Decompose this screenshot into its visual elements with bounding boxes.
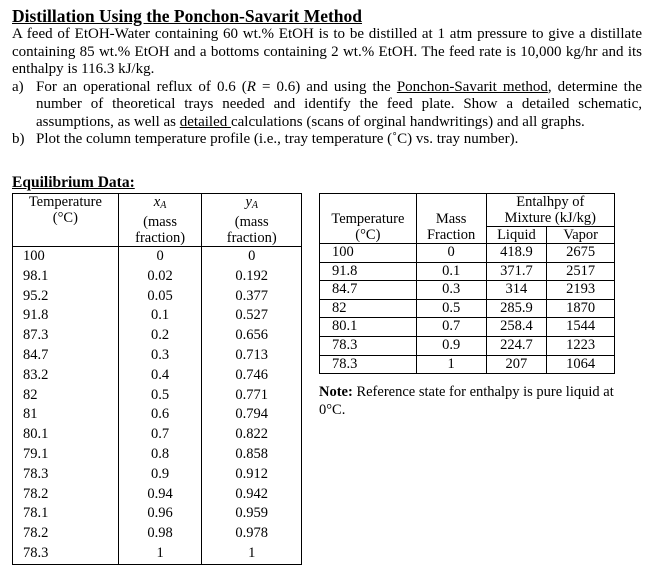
ya-cell: 0.656 [202, 326, 302, 346]
enthalpy-table-header-row-1 [320, 194, 615, 227]
task-a-text-1: For an operational reflux of 0.6 ( [36, 78, 247, 95]
table-row [13, 425, 302, 445]
ya-cell: 0.794 [202, 405, 302, 425]
mass-fraction-cell: 0 [416, 244, 486, 263]
mass-fraction-cell: 0.3 [416, 281, 486, 300]
table-row [13, 485, 302, 505]
temperature-cell: 78.2 [13, 524, 119, 544]
equilibrium-table-header [13, 194, 302, 247]
liquid-enthalpy-cell: 371.7 [486, 262, 547, 281]
task-list [12, 79, 642, 149]
task-a-text-3: , determine the number of theoretical trays needed and identify the feed plate. Show a detailed schematic, assumptions, as well as [36, 78, 642, 130]
ya-cell: 0.822 [202, 425, 302, 445]
xa-cell: 0.7 [118, 425, 202, 445]
vapor-enthalpy-cell: 2193 [547, 281, 615, 300]
table-row [13, 346, 302, 366]
temperature-cell: 83.2 [13, 366, 119, 386]
vapor-enthalpy-cell: 1223 [547, 336, 615, 355]
table-row [13, 287, 302, 307]
note-label: Note: [319, 384, 353, 400]
task-a-text-4: calculations (scans of orginal handwritings) and all graphs. [230, 113, 585, 130]
intro-paragraph: A feed of EtOH-Water containing 60 wt.% EtOH is to be distilled at 1 atm pressure to give a distillate containing 85 wt.% EtOH and a bottoms containing 2 wt.% EtOH. The feed rate is 10,000 kg/hr and its enthalpy is 116.3 kJ/kg. [12, 26, 642, 77]
ya-subscript: A [251, 200, 258, 211]
xa-subscript: A [160, 200, 167, 211]
xa-cell: 0.02 [118, 267, 202, 287]
temperature-cell: 80.1 [320, 318, 417, 337]
ponchon-savarit-link: Ponchon-Savarit method [396, 78, 548, 95]
reflux-symbol: R [246, 78, 256, 95]
xa-cell: 0.94 [118, 485, 202, 505]
ya-cell: 0.858 [202, 445, 302, 465]
table-row [320, 355, 615, 374]
header-temperature [13, 194, 119, 247]
temperature-cell: 82 [13, 386, 119, 406]
table-row [320, 318, 615, 337]
table-row [13, 326, 302, 346]
table-row [13, 306, 302, 326]
mass-fraction-cell: 0.7 [416, 318, 486, 337]
ya-cell: 0.192 [202, 267, 302, 287]
page-title: Distillation Using the Ponchon-Savarit Method [12, 6, 363, 26]
temperature-cell: 78.3 [320, 355, 417, 374]
temperature-cell: 100 [320, 244, 417, 263]
ya-cell: 0.771 [202, 386, 302, 406]
task-b [12, 131, 642, 149]
ya-fraction: fraction) [226, 230, 277, 246]
liquid-enthalpy-cell: 285.9 [486, 299, 547, 318]
liquid-enthalpy-cell: 418.9 [486, 244, 547, 263]
xa-cell: 0.98 [118, 524, 202, 544]
vapor-enthalpy-cell: 2517 [547, 262, 615, 281]
header-temperature-unit: (°C) [52, 210, 78, 226]
temperature-cell: 100 [13, 247, 119, 267]
table-row [13, 386, 302, 406]
header-temperature-2-label: Temperature [331, 211, 405, 227]
temperature-cell: 78.3 [13, 465, 119, 485]
mass-fraction-cell: 1 [416, 355, 486, 374]
ya-mass: (mass [234, 214, 269, 230]
task-a-label: a) [12, 78, 24, 95]
liquid-enthalpy-cell: 224.7 [486, 336, 547, 355]
xa-cell: 0.2 [118, 326, 202, 346]
header-liquid: Liquid [486, 227, 547, 244]
xa-mass: (mass [143, 214, 177, 230]
ya-cell: 1 [202, 544, 302, 564]
temperature-cell: 78.3 [13, 544, 119, 564]
liquid-enthalpy-cell: 207 [486, 355, 547, 374]
vapor-enthalpy-cell: 1870 [547, 299, 615, 318]
header-mass: Mass [435, 211, 467, 227]
enthalpy-note [319, 383, 639, 419]
note-text: Reference state for enthalpy is pure liquid at 0°C. [319, 384, 614, 418]
table-row [320, 299, 615, 318]
enthalpy-table [319, 193, 615, 374]
xa-fraction: fraction) [135, 230, 186, 246]
table-row [13, 544, 302, 564]
ya-symbol: y [245, 194, 252, 210]
table-row [13, 445, 302, 465]
xa-cell: 1 [118, 544, 202, 564]
header-temperature-2 [320, 194, 417, 244]
xa-cell: 0.3 [118, 346, 202, 366]
header-ya [202, 194, 302, 247]
xa-cell: 0.1 [118, 306, 202, 326]
header-fraction: Fraction [426, 227, 476, 243]
temperature-cell: 91.8 [13, 306, 119, 326]
header-enthalpy-line-2: Mixture (kJ/kg) [504, 210, 596, 226]
temperature-cell: 78.3 [320, 336, 417, 355]
xa-cell: 0.5 [118, 386, 202, 406]
mass-fraction-cell: 0.1 [416, 262, 486, 281]
table-row [13, 247, 302, 267]
table-row [13, 405, 302, 425]
liquid-enthalpy-cell: 314 [486, 281, 547, 300]
table-row [13, 465, 302, 485]
xa-symbol: x [153, 194, 161, 210]
temperature-cell: 84.7 [320, 281, 417, 300]
ya-cell: 0 [202, 247, 302, 267]
temperature-cell: 79.1 [13, 445, 119, 465]
table-row [320, 244, 615, 263]
table-row [13, 366, 302, 386]
ya-cell: 0.713 [202, 346, 302, 366]
temperature-cell: 81 [13, 405, 119, 425]
xa-cell: 0.8 [118, 445, 202, 465]
temperature-cell: 95.2 [13, 287, 119, 307]
xa-cell: 0.96 [118, 504, 202, 524]
mass-fraction-cell: 0.9 [416, 336, 486, 355]
header-enthalpy-line-1: Entalhpy of [516, 194, 585, 210]
vapor-enthalpy-cell: 2675 [547, 244, 615, 263]
header-temperature-2-unit: (°C) [355, 227, 381, 243]
ya-cell: 0.942 [202, 485, 302, 505]
header-mass-fraction [416, 194, 486, 244]
table-row [13, 524, 302, 544]
ya-cell: 0.912 [202, 465, 302, 485]
temperature-cell: 80.1 [13, 425, 119, 445]
table-row [13, 267, 302, 287]
mass-fraction-cell: 0.5 [416, 299, 486, 318]
xa-cell: 0.4 [118, 366, 202, 386]
header-vapor: Vapor [547, 227, 615, 244]
equilibrium-data-title: Equilibrium Data: [12, 174, 135, 191]
table-row [320, 262, 615, 281]
xa-cell: 0 [118, 247, 202, 267]
problem-statement [12, 6, 642, 149]
task-b-text: Plot the column temperature profile (i.e., tray temperature (˚C) vs. tray number). [36, 131, 519, 147]
temperature-cell: 87.3 [13, 326, 119, 346]
table-row [13, 504, 302, 524]
xa-cell: 0.9 [118, 465, 202, 485]
ya-cell: 0.377 [202, 287, 302, 307]
header-enthalpy [486, 194, 614, 227]
ya-cell: 0.527 [202, 306, 302, 326]
temperature-cell: 98.1 [13, 267, 119, 287]
detailed-link: detailed [179, 113, 231, 130]
temperature-cell: 84.7 [13, 346, 119, 366]
liquid-enthalpy-cell: 258.4 [486, 318, 547, 337]
equilibrium-table [12, 193, 302, 565]
table-row [320, 281, 615, 300]
ya-cell: 0.746 [202, 366, 302, 386]
ya-cell: 0.978 [202, 524, 302, 544]
task-b-label: b) [12, 131, 25, 147]
header-xa [118, 194, 202, 247]
task-a-text [36, 79, 642, 132]
xa-cell: 0.6 [118, 405, 202, 425]
temperature-cell: 78.1 [13, 504, 119, 524]
task-a-text-2: = 0.6) and using the [255, 78, 397, 95]
header-temperature-label: Temperature [28, 194, 102, 210]
vapor-enthalpy-cell: 1544 [547, 318, 615, 337]
temperature-cell: 91.8 [320, 262, 417, 281]
task-a [12, 79, 642, 132]
temperature-cell: 78.2 [13, 485, 119, 505]
ya-cell: 0.959 [202, 504, 302, 524]
temperature-cell: 82 [320, 299, 417, 318]
vapor-enthalpy-cell: 1064 [547, 355, 615, 374]
xa-cell: 0.05 [118, 287, 202, 307]
table-row [320, 336, 615, 355]
